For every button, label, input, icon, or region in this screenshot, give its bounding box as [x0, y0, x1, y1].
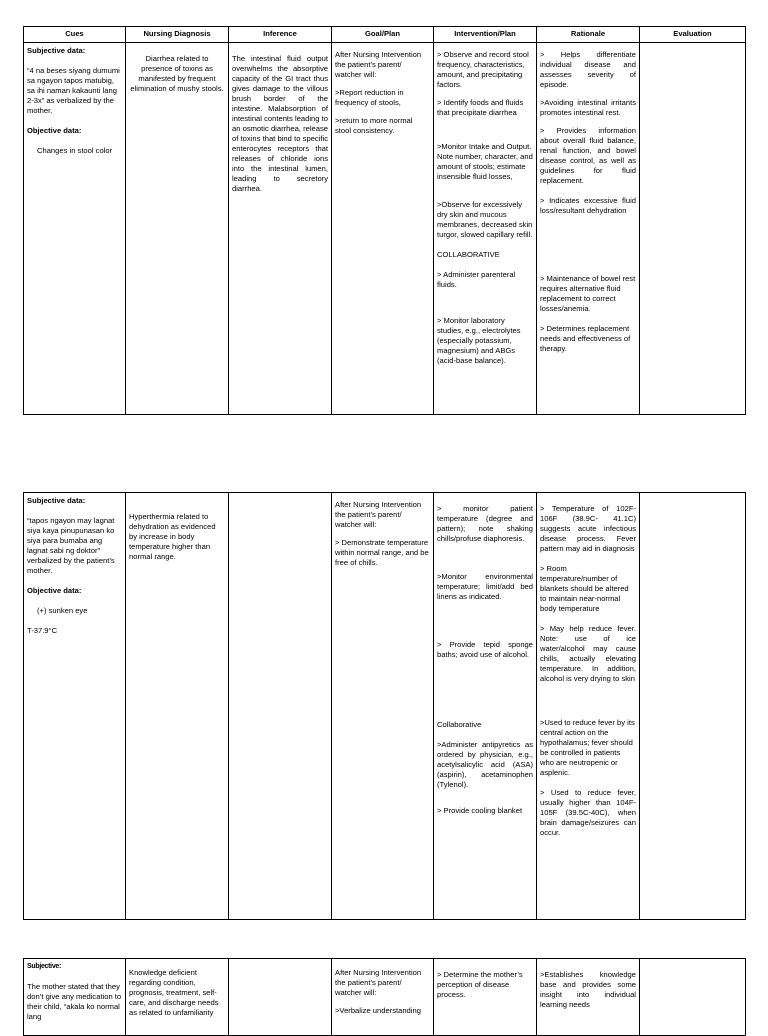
intervention-item: >Observe for excessively dry skin and mucous membranes, decreased skin turgor, slowed capillary refill.	[437, 200, 533, 239]
rationale-cell	[537, 43, 640, 415]
goal-cell	[332, 43, 434, 415]
goal-intro: After Nursing Intervention the patient’s parent/ watcher will:	[335, 968, 422, 997]
goal-item: >Verbalize understanding	[335, 1006, 421, 1015]
goal-cell	[332, 493, 434, 920]
intervention-item: > Observe and record stool frequency, characteristics, amount, and precipitating factors.	[437, 50, 529, 89]
intervention-item: >Monitor Intake and Output. Note number, character, and amount of stools; estimate insensible fluid losses,	[437, 142, 533, 181]
goal-item: > Demonstrate temperature within normal range, and be free of chills.	[335, 538, 429, 567]
rationale-item: > Maintenance of bowel rest requires alternative fluid replacement to correct losses/anemia.	[540, 274, 636, 313]
rationale-item: > Temperature of 102F-106F (38.9C- 41.1C) suggests acute infectious disease process. Fever pattern may aid in diagnosis	[540, 504, 636, 553]
intervention-item: > Monitor laboratory studies, e.g., electrolytes (especially potassium, magnesium) and ABGs (acid-base balance).	[437, 316, 521, 365]
diagnosis-text: Hyperthermia related to dehydration as evidenced by increase in body temperature higher than normal range.	[129, 512, 216, 561]
table-row	[24, 493, 746, 920]
collaborative-label: COLLABORATIVE	[437, 250, 500, 259]
intervention-item: > monitor patient temperature (degree and pattern); note shaking chills/profuse diaphoresis.	[437, 504, 533, 543]
rationale-item: > May help reduce fever. Note: use of ice water/alcohol may cause chills, actually elevating temperature. In addition, alcohol is very drying to skin	[540, 624, 636, 683]
evaluation-cell	[640, 43, 746, 415]
rationale-item: > Determines replacement needs and effectiveness of therapy.	[540, 324, 631, 353]
rationale-item: > Provides information about overall fluid balance, renal function, and bowel disease control, as well as guidelines for fluid replacement.	[540, 126, 636, 185]
rationale-item: >Establishes knowledge base and provides some insight into individual learning needs	[540, 970, 636, 1009]
care-plan-table-hyperthermia	[23, 492, 746, 920]
rationale-item: > Indicates excessive fluid loss/resultant dehydration	[540, 196, 636, 215]
header-intervention-plan: Intervention/Plan	[434, 27, 537, 43]
temperature-text: T-37.9°C	[27, 626, 58, 635]
inference-text: The intestinal fluid output overwhelms the absorptive capacity of the GI tract thus gives damage to the villous brush border of the intestine. Malabsorption of intestinal contents leading to an osmotic diarrhea, release of toxins that bind to specific enterocytes receptors that releases of chloride ions into the intestinal lumen, leading to secretory diarrhea.	[232, 54, 328, 193]
subjective-label: Subjective:	[27, 963, 62, 970]
intervention-cell	[434, 43, 537, 415]
table-row	[24, 43, 746, 415]
subjective-text: The mother stated that they don’t give any medication to their child, “akala ko normal lang	[27, 982, 122, 1021]
rationale-item: > Helps differentiate individual disease and assesses severity of episode.	[540, 50, 636, 89]
intervention-item: > Administer parenteral fluids.	[437, 270, 516, 289]
diagnosis-text: Diarrhea related to presence of toxins as manifested by frequent elimination of mushy stools.	[130, 54, 224, 93]
subjective-text: “tapos ngayon may lagnat siya kaya pinupunasan ko siya para bumaba ang lagnat sabi ng doktor” verbalized by the patient’s mother.	[27, 516, 115, 575]
inference-cell	[229, 43, 332, 415]
cues-cell	[24, 493, 126, 920]
objective-text: (+) sunken eye	[37, 606, 88, 615]
subjective-label: Subjective data:	[27, 496, 86, 505]
header-inference: Inference	[229, 27, 332, 43]
diagnosis-cell	[126, 43, 229, 415]
collaborative-label: Collaborative	[437, 720, 482, 729]
goal-intro: After Nursing Intervention the patient’s parent/ watcher will:	[335, 50, 422, 79]
rationale-item: > Used to reduce fever, usually higher than 104F-105F (39.5C-40C), when brain damage/seizures can occur.	[540, 788, 636, 837]
intervention-item: > Provide tepid sponge baths; avoid use of alcohol.	[437, 640, 533, 659]
intervention-item: >Monitor environmental temperature; limit/add bed linens as indicated.	[437, 572, 533, 601]
header-rationale: Rationale	[537, 27, 640, 43]
objective-text: Changes in stool color	[37, 146, 113, 155]
header-nursing-diagnosis: Nursing Diagnosis	[126, 27, 229, 43]
objective-label: Objective data:	[27, 126, 82, 135]
header-cues: Cues	[24, 27, 126, 43]
care-plan-table-diarrhea	[23, 26, 746, 415]
evaluation-cell	[640, 493, 746, 920]
subjective-label: Subjective data:	[27, 46, 86, 55]
intervention-item: >Administer antipyretics as ordered by physician, e.g., acetylsalicylic acid (ASA) (aspirin), acetaminophen (Tylenol).	[437, 740, 533, 789]
subjective-text: “4 na beses siyang dumumi sa ngayon tapos matubig, sa ihi naman kakaunti lang 2-3x” as verbalized by the mother.	[27, 66, 120, 115]
inference-cell	[229, 493, 332, 920]
diagnosis-text: Knowledge deficient regarding condition, prognosis, treatment, self-care, and discharge needs as related to unfamiliarity	[129, 968, 219, 1017]
rationale-item: > Room temperature/number of blankets should be altered to maintain near-normal body temperature	[540, 564, 629, 613]
rationale-cell	[537, 493, 640, 920]
objective-label: Objective data:	[27, 586, 82, 595]
care-plan-table-knowledge-deficit	[23, 958, 746, 1036]
intervention-item: > Identify foods and fluids that precipitate diarrhea	[437, 98, 524, 117]
diagnosis-cell	[126, 493, 229, 920]
header-goal-plan: Goal/Plan	[332, 27, 434, 43]
goal-intro: After Nursing Intervention the patient’s parent/ watcher will:	[335, 500, 422, 529]
goal-item: >Report reduction in frequency of stools,	[335, 88, 404, 107]
rationale-item: >Used to reduce fever by its central action on the hypothalamus; fever should be controlled in patients who are neutropenic or asplenic.	[540, 718, 635, 777]
intervention-cell	[434, 493, 537, 920]
cues-cell	[24, 43, 126, 415]
table-header-row	[24, 27, 746, 43]
goal-item: >return to more normal stool consistency.	[335, 116, 413, 135]
rationale-item: >Avoiding intestinal irritants promotes intestinal rest.	[540, 98, 636, 117]
intervention-item: > Determine the mother’s perception of disease process.	[437, 970, 523, 999]
intervention-item: > Provide cooling blanket	[437, 806, 523, 815]
header-evaluation: Evaluation	[640, 27, 746, 43]
